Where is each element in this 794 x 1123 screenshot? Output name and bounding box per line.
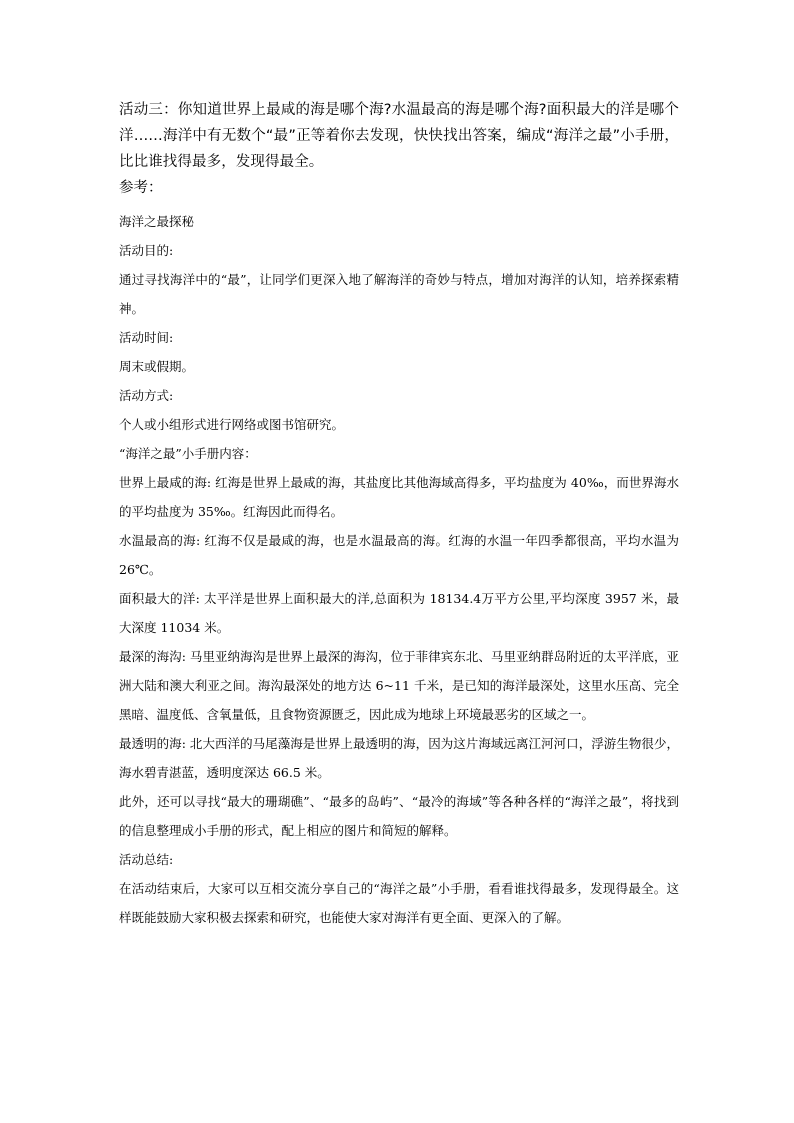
summary-text: 在活动结束后，大家可以互相交流分享自己的“海洋之最”小手册，看看谁找得最多，发现得最全。这样既能鼓励大家积极去探索和研究，也能使大家对海洋有更全面、更深入的了解。 (119, 881, 679, 925)
section-label-time: 活动时间: (119, 330, 174, 345)
activity-title: 海洋之最探秘 (119, 214, 195, 229)
booklet-item-warmest-sea: 水温最高的海: 红海不仅是最咸的海，也是水温最高的海。红海的水温一年四季都很高，平均水温为 26℃。 (119, 533, 679, 577)
booklet-label: “海洋之最”小手册内容： (119, 446, 257, 461)
booklet-item-deepest-trench: 最深的海沟: 马里亚纳海沟是世界上最深的海沟，位于菲律宾东北、马里亚纳群岛附近的太平洋底，亚洲大陆和澳大利亚之间。海沟最深处的地方达 6~11 千米，是已知的海洋最深处，这里水压高、完全黑暗、温度低、含氧量低，且食物资源匮乏，因此成为地球上环境最恶劣的区域之一。 (119, 649, 679, 722)
section-text-method: 个人或小组形式进行网络或图书馆研究。 (119, 417, 345, 432)
booklet-item-largest-ocean: 面积最大的洋: 太平洋是世界上面积最大的洋,总面积为 18134.4万平方公里,平均深度 3957 米，最大深度 11034 米。 (119, 591, 679, 635)
section-text-purpose: 通过寻找海洋中的“最”，让同学们更深入地了解海洋的奇妙与特点，增加对海洋的认知，培养探索精神。 (119, 272, 679, 316)
section-label-purpose: 活动目的: (119, 243, 174, 258)
booklet-item-more-records: 此外，还可以寻找“最大的珊瑚礁”、“最多的岛屿”、“最冷的海域”等各种各样的“海洋之最”，将找到的信息整理成小手册的形式，配上相应的图片和简短的解释。 (119, 794, 679, 838)
booklet-item-saltiest-sea: 世界上最咸的海: 红海是世界上最咸的海，其盐度比其他海域高得多，平均盐度为 40‰，而世界海水的平均盐度为 35‰。红海因此而得名。 (119, 475, 679, 519)
summary-label: 活动总结: (119, 852, 174, 867)
document-content (119, 97, 679, 932)
activity-intro: 活动三：你知道世界上最咸的海是哪个海?水温最高的海是哪个海?面积最大的洋是哪个洋……海洋中有无数个“最”正等着你去发现，快快找出答案，编成“海洋之最”小手册，比比谁找得最多，发现得最全。 (119, 102, 679, 170)
booklet-item-clearest-sea: 最透明的海: 北大西洋的马尾藻海是世界上最透明的海，因为这片海域远离江河河口，浮游生物很少，海水碧青湛蓝，透明度深达 66.5 米。 (119, 736, 679, 780)
section-text-time: 周末或假期。 (119, 359, 195, 374)
reference-label: 参考： (119, 180, 163, 196)
section-label-method: 活动方式: (119, 388, 174, 403)
